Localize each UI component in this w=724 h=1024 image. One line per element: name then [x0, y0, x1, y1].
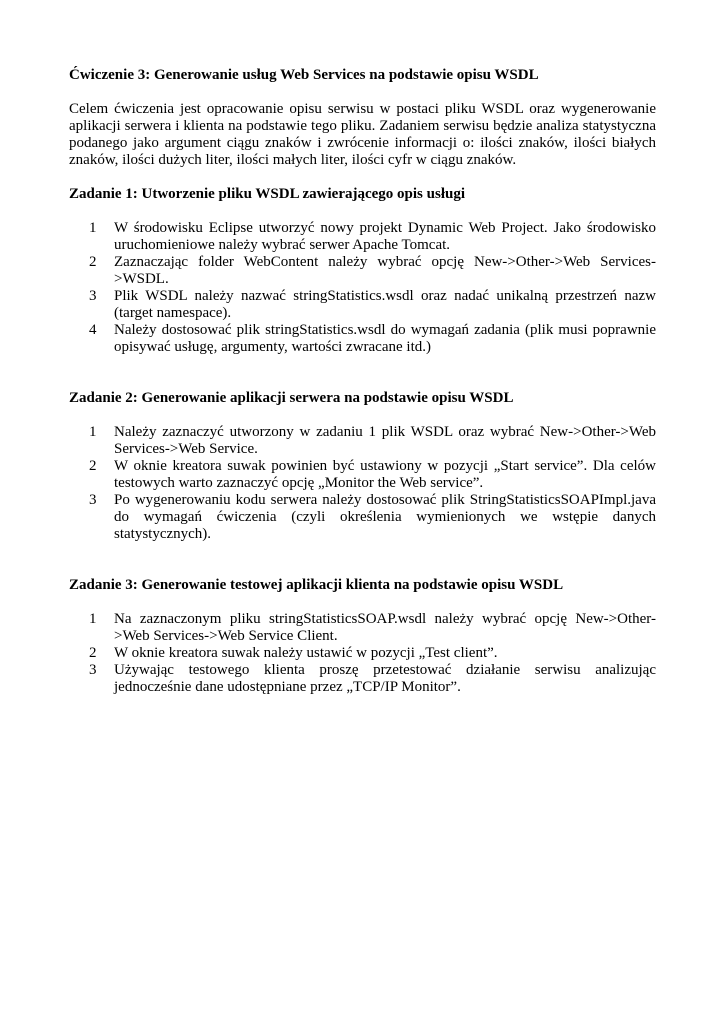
step-number: 1	[89, 611, 97, 627]
task-3-steps	[69, 611, 656, 696]
step-text: Plik WSDL należy nazwać stringStatistics.wsdl oraz nadać unikalną przestrzeń nazw (target namespace).	[114, 288, 656, 321]
step-text: Na zaznaczonym pliku stringStatisticsSOAP.wsdl należy wybrać opcję New->Other->Web Services->Web Service Client.	[114, 611, 656, 644]
list-item	[69, 254, 656, 288]
list-item	[69, 322, 656, 356]
step-text: W oknie kreatora suwak należy ustawić w pozycji „Test client”.	[114, 645, 498, 661]
task-2-heading: Zadanie 2: Generowanie aplikacji serwera na podstawie opisu WSDL	[69, 390, 514, 406]
task-2-steps	[69, 424, 656, 543]
list-item	[69, 492, 656, 543]
list-item	[69, 645, 656, 662]
step-number: 1	[89, 220, 97, 236]
step-number: 3	[89, 492, 97, 508]
list-item	[69, 220, 656, 254]
step-text: Należy zaznaczyć utworzony w zadaniu 1 plik WSDL oraz wybrać New->Other->Web Services->Web Service.	[114, 424, 656, 457]
task-1-heading: Zadanie 1: Utworzenie pliku WSDL zawierającego opis usługi	[69, 186, 465, 202]
step-number: 3	[89, 288, 97, 304]
step-text: Należy dostosować plik stringStatistics.wsdl do wymagań zadania (plik musi poprawnie opisywać usługę, argumenty, wartości zwracane itd.)	[114, 322, 656, 355]
step-text: W oknie kreatora suwak powinien być ustawiony w pozycji „Start service”. Dla celów testowych warto zaznaczyć opcję „Monitor the Web service”.	[114, 458, 656, 491]
step-number: 4	[89, 322, 97, 338]
step-number: 1	[89, 424, 97, 440]
step-text: W środowisku Eclipse utworzyć nowy projekt Dynamic Web Project. Jako środowisko uruchomieniowe należy wybrać serwer Apache Tomcat.	[114, 220, 656, 253]
intro-paragraph: Celem ćwiczenia jest opracowanie opisu serwisu w postaci pliku WSDL oraz wygenerowanie aplikacji serwera i klienta na podstawie tego pliku. Zadaniem serwisu będzie analiza statystyczna podanego jako argument ciągu znaków i zwrócenie informacji o: ilości znaków, ilości białych znaków, ilości dużych liter, ilości małych liter, ilości cyfr w ciągu znaków.	[69, 101, 656, 168]
step-number: 2	[89, 645, 97, 661]
step-number: 3	[89, 662, 97, 678]
document-page	[69, 67, 656, 696]
task-1-steps	[69, 220, 656, 356]
list-item	[69, 288, 656, 322]
step-number: 2	[89, 458, 97, 474]
list-item	[69, 458, 656, 492]
list-item	[69, 424, 656, 458]
list-item	[69, 662, 656, 696]
task-3-heading: Zadanie 3: Generowanie testowej aplikacji klienta na podstawie opisu WSDL	[69, 577, 564, 593]
list-item	[69, 611, 656, 645]
exercise-title: Ćwiczenie 3: Generowanie usług Web Services na podstawie opisu WSDL	[69, 67, 539, 83]
step-number: 2	[89, 254, 97, 270]
step-text: Zaznaczając folder WebContent należy wybrać opcję New->Other->Web Services->WSDL.	[114, 254, 656, 287]
step-text: Po wygenerowaniu kodu serwera należy dostosować plik StringStatisticsSOAPImpl.java do wymagań ćwiczenia (czyli określenia wymienionych we wstępie danych statystycznych).	[114, 492, 656, 542]
step-text: Używając testowego klienta proszę przetestować działanie serwisu analizując jednocześnie dane udostępniane przez „TCP/IP Monitor”.	[114, 662, 656, 695]
